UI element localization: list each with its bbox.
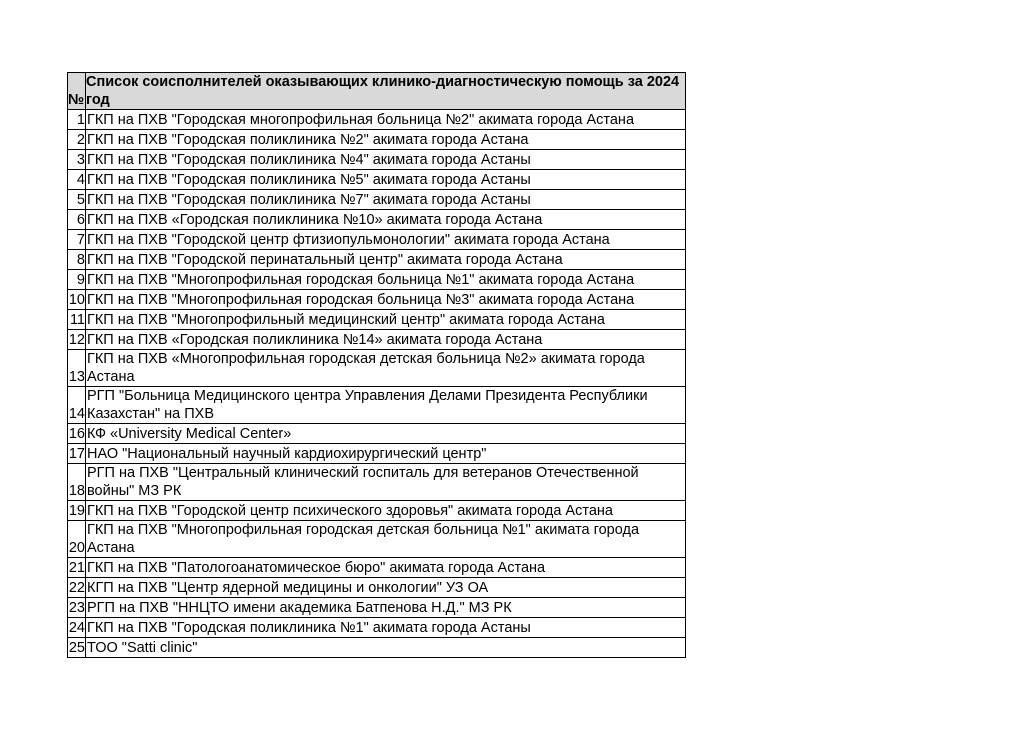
row-number: 1 [68, 110, 86, 130]
table-row [68, 170, 686, 190]
table-row [68, 270, 686, 290]
row-number: 17 [68, 444, 86, 464]
column-header-number: № [68, 73, 86, 110]
row-number: 2 [68, 130, 86, 150]
organization-name: НАО "Национальный научный кардиохирургический центр" [86, 444, 686, 464]
table-row [68, 598, 686, 618]
organization-name: ГКП на ПХВ "Городской перинатальный центр" акимата города Астана [86, 250, 686, 270]
contractors-table [67, 72, 686, 658]
organization-name: ГКП на ПХВ "Городская многопрофильная больница №2" акимата города Астана [86, 110, 686, 130]
organization-name: ГКП на ПХВ "Городская поликлиника №5" акимата города Астаны [86, 170, 686, 190]
organization-name: ГКП на ПХВ "Многопрофильная городская больница №3" акимата города Астана [86, 290, 686, 310]
row-number: 21 [68, 558, 86, 578]
row-number: 19 [68, 501, 86, 521]
table-row [68, 150, 686, 170]
organization-name: ГКП на ПХВ "Городская поликлиника №4" акимата города Астаны [86, 150, 686, 170]
organization-name: КГП на ПХВ "Центр ядерной медицины и онкологии" УЗ ОА [86, 578, 686, 598]
table-row [68, 330, 686, 350]
table-row [68, 210, 686, 230]
row-number: 20 [68, 521, 86, 558]
table-row [68, 638, 686, 658]
table-row [68, 230, 686, 250]
table-body [68, 110, 686, 658]
organization-name: ГКП на ПХВ «Многопрофильная городская детская больница №2» акимата города Астана [86, 350, 686, 387]
row-number: 13 [68, 350, 86, 387]
table-row [68, 444, 686, 464]
organization-name: РГП на ПХВ "ННЦТО имени академика Батпенова Н.Д." МЗ РК [86, 598, 686, 618]
organization-name: РГП на ПХВ "Центральный клинический госпиталь для ветеранов Отечественной войны" МЗ РК [86, 464, 686, 501]
table-row [68, 350, 686, 387]
row-number: 10 [68, 290, 86, 310]
row-number: 24 [68, 618, 86, 638]
table-row [68, 387, 686, 424]
organization-name: ГКП на ПХВ "Многопрофильный медицинский центр" акимата города Астана [86, 310, 686, 330]
table-row [68, 618, 686, 638]
table-row [68, 424, 686, 444]
table-row [68, 310, 686, 330]
row-number: 4 [68, 170, 86, 190]
table-row [68, 464, 686, 501]
organization-name: ГКП на ПХВ "Городская поликлиника №1" акимата города Астаны [86, 618, 686, 638]
row-number: 11 [68, 310, 86, 330]
row-number: 3 [68, 150, 86, 170]
row-number: 23 [68, 598, 86, 618]
row-number: 12 [68, 330, 86, 350]
organization-name: ТОО "Satti clinic" [86, 638, 686, 658]
row-number: 16 [68, 424, 86, 444]
organization-name: КФ «University Medical Center» [86, 424, 686, 444]
table-row [68, 190, 686, 210]
table-row [68, 558, 686, 578]
table-row [68, 290, 686, 310]
organization-name: ГКП на ПХВ "Городской центр психического здоровья" акимата города Астана [86, 501, 686, 521]
organization-name: ГКП на ПХВ "Многопрофильная городская больница №1" акимата города Астана [86, 270, 686, 290]
row-number: 14 [68, 387, 86, 424]
row-number: 22 [68, 578, 86, 598]
organization-name: ГКП на ПХВ "Городская поликлиника №2" акимата города Астана [86, 130, 686, 150]
column-header-title: Список соисполнителей оказывающих клинико-диагностическую помощь за 2024 год [86, 73, 686, 110]
table-row [68, 501, 686, 521]
organization-name: РГП "Больница Медицинского центра Управления Делами Президента Республики Казахстан" на ПХВ [86, 387, 686, 424]
row-number: 5 [68, 190, 86, 210]
row-number: 7 [68, 230, 86, 250]
row-number: 25 [68, 638, 86, 658]
table-row [68, 130, 686, 150]
row-number: 18 [68, 464, 86, 501]
table-row [68, 578, 686, 598]
organization-name: ГКП на ПХВ «Городская поликлиника №10» акимата города Астана [86, 210, 686, 230]
row-number: 9 [68, 270, 86, 290]
table-row [68, 250, 686, 270]
table-header-row [68, 73, 686, 110]
row-number: 8 [68, 250, 86, 270]
organization-name: ГКП на ПХВ "Многопрофильная городская детская больница №1" акимата города Астана [86, 521, 686, 558]
organization-name: ГКП на ПХВ "Городской центр фтизиопульмонологии" акимата города Астана [86, 230, 686, 250]
organization-name: ГКП на ПХВ "Патологоанатомическое бюро" акимата города Астана [86, 558, 686, 578]
table-row [68, 110, 686, 130]
row-number: 6 [68, 210, 86, 230]
organization-name: ГКП на ПХВ "Городская поликлиника №7" акимата города Астаны [86, 190, 686, 210]
table-row [68, 521, 686, 558]
organization-name: ГКП на ПХВ «Городская поликлиника №14» акимата города Астана [86, 330, 686, 350]
